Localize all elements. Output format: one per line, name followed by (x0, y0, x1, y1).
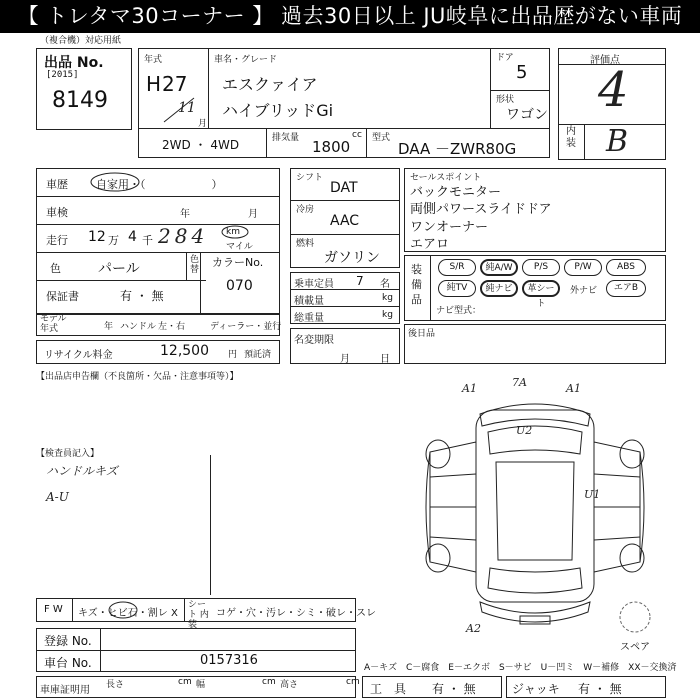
chassis-value: 0157316 (200, 653, 258, 668)
declaration-title: 【出品店申告欄（不良箇所・欠品・注意事項等）】 (36, 372, 239, 382)
body-type-value: ワゴン (506, 107, 548, 123)
deadline-day-unit: 日 (380, 354, 390, 365)
interior-label: 内装 (566, 126, 576, 149)
body-type-label: 形状 (496, 95, 515, 105)
aircon-label: 冷房 (296, 205, 315, 215)
fw-circle (108, 601, 138, 619)
displacement-value: 1800 (312, 138, 351, 156)
sales-point-item: 両側パワースライドドア (410, 202, 552, 217)
sales-points-label: セールスポイント (410, 173, 482, 183)
fw-seat-items: コゲ・穴・汚レ・シミ・破レ・スレ (216, 608, 376, 619)
year-era: H (146, 72, 162, 96)
damage-legend: A－キズ C－腐食 E－エクボ S－サビ U－凹ミ W－補修 XX－交換済 (364, 663, 677, 673)
equipment-label: 装備品 (411, 263, 422, 306)
gross-unit: kg (382, 310, 393, 320)
equipment-item: 純A/W (480, 259, 518, 276)
mark-rear: A2 (466, 622, 481, 635)
equipment-item: エアB (606, 280, 646, 297)
displacement-label: 排気量 (272, 133, 300, 143)
certificate-label: 車庫証明用 (40, 685, 90, 696)
jack-label: ジャッキ (512, 682, 560, 696)
load-unit: kg (382, 293, 393, 303)
equipment-item: 純TV (438, 280, 476, 297)
history-circle (91, 172, 141, 192)
color-value: パール (98, 261, 140, 277)
header-note: （複合機）対応用紙 (40, 36, 122, 46)
history-label: 車歴 (46, 178, 68, 191)
fw-items: キズ・ヒビ石・割レ X (78, 608, 178, 619)
color-change-label: 色替 (190, 255, 200, 275)
interior-value: B (606, 124, 629, 159)
certificate-cm: cm (178, 677, 192, 687)
capacity-value: 7 (356, 274, 364, 288)
recycle-note: 預託済 (244, 350, 272, 360)
inspection-month-unit: 月 (248, 209, 258, 220)
chassis-label: 車台 No. (44, 656, 92, 670)
year-month: 11 (178, 100, 196, 116)
fw-label: F W (44, 604, 63, 615)
tools-label: 工 具 (370, 682, 407, 696)
model-row-label1: モデル (40, 314, 67, 324)
registration-label: 登録 No. (44, 634, 92, 648)
model-row-label2: 年式 (40, 324, 59, 334)
car-grade: ハイブリッドGi (222, 101, 334, 120)
color-code-value: 070 (226, 278, 253, 294)
spare-label: スペア (620, 642, 650, 653)
deadline-label: 名変期限 (294, 335, 334, 346)
recycle-value: 12,500 (160, 343, 209, 359)
mark-front-center: 7A (512, 376, 527, 389)
model-row-handle-value: 左・右 (158, 322, 186, 332)
inspector-line1: ハンドルキズ (46, 464, 118, 478)
mileage-sen: 4 (128, 229, 137, 245)
lot-number: 8149 (52, 88, 108, 113)
recycle-unit: 円 (228, 350, 238, 360)
mark-right-side: U1 (584, 488, 601, 501)
post-note-label: 後日品 (408, 329, 436, 339)
post-note-block (404, 324, 666, 364)
month-slash (160, 96, 200, 126)
doors-value: 5 (516, 62, 528, 83)
equipment-item: 革シート (522, 280, 560, 297)
color-label: 色 (50, 262, 61, 275)
mileage-sen-unit: 千 (142, 234, 153, 247)
certificate-height: 高さ (280, 680, 299, 690)
fuel-value: ガソリン (324, 250, 380, 266)
doors-label: ドア (496, 53, 514, 63)
equipment-item: P/W (564, 259, 602, 276)
model-row-year-unit: 年 (104, 322, 114, 332)
capacity-label: 乗車定員 (294, 279, 334, 290)
lot-year-tag: [2015] (46, 70, 79, 80)
load-label: 積載量 (294, 296, 324, 307)
mark-front-right: A1 (566, 382, 581, 395)
drive-value: 2WD ・ 4WD (162, 138, 240, 152)
navi-label: ナビ型式： (436, 306, 482, 316)
inspection-year-unit: 年 (180, 209, 190, 220)
year-month-unit: 月 (198, 119, 208, 129)
score-label: 評価点 (590, 55, 620, 66)
model-row-dealer: ディーラー・並行 (210, 322, 282, 332)
mileage-hand: 284 (158, 224, 209, 248)
recycle-label: リサイクル料金 (44, 350, 113, 361)
tools-value: 有 ・ 無 (432, 682, 476, 696)
warranty-value: 有 ・ 無 (120, 289, 164, 303)
car-name-label: 車名・グレード (214, 55, 278, 65)
certificate-length: 長さ (106, 680, 125, 690)
sales-point-item: ワンオーナー (410, 220, 489, 235)
jack-value: 有 ・ 無 (578, 682, 622, 696)
mileage-man: 12 (88, 229, 106, 245)
mark-front-left: A1 (462, 382, 477, 395)
certificate-width: 幅 (196, 680, 206, 690)
model-row-handle: ハンドル (120, 322, 157, 332)
mileage-km: km (226, 227, 240, 237)
lot-label: 出品 No. (44, 55, 104, 71)
model-code-label: 型式 (372, 133, 391, 143)
score-value: 4 (598, 62, 629, 118)
spare-tire-icon (618, 600, 652, 634)
color-code-label: カラーNo. (212, 256, 264, 269)
year-value: 27 (162, 72, 188, 96)
banner-title: 【 トレタマ30コーナー 】 過去30日以上 JU岐阜に出品歴がない車両 (0, 0, 700, 33)
deadline-month-unit: 月 (340, 354, 350, 365)
mileage-label: 走行 (46, 234, 68, 247)
sales-point-item: バックモニター (410, 185, 502, 200)
history-value: 自家用・（ ） (96, 178, 223, 191)
fuel-label: 燃料 (296, 239, 315, 249)
mileage-mile: マイル (226, 242, 253, 252)
model-code-value: DAA －ZWR80G (398, 140, 517, 158)
km-circle (221, 225, 251, 239)
car-name: エスクァイア (222, 75, 318, 94)
year-label: 年式 (144, 55, 163, 65)
inspector-label: 【検査員記入】 (36, 449, 100, 459)
aircon-value: AAC (330, 213, 360, 229)
equipment-item: ABS (606, 259, 646, 276)
equipment-item: 純ナビ (480, 280, 518, 297)
equipment-item: S/R (438, 259, 476, 276)
displacement-unit: cc (352, 130, 362, 140)
certificate-cm: cm (346, 677, 360, 687)
equipment-item: P/S (522, 259, 560, 276)
inspection-label: 車検 (46, 206, 68, 219)
car-diagram (410, 392, 660, 632)
inspector-line2: A-U (46, 490, 69, 504)
mark-roof: U2 (516, 424, 533, 437)
mileage-man-unit: 万 (108, 234, 119, 247)
equipment-item: 外ナビ (570, 286, 598, 296)
capacity-unit: 名 (380, 279, 390, 290)
shift-value: DAT (330, 180, 358, 196)
fw-seat-label: シート 内装 (188, 600, 209, 630)
warranty-label: 保証書 (46, 290, 79, 303)
shift-label: シフト (296, 173, 324, 183)
certificate-cm: cm (262, 677, 276, 687)
gross-label: 総重量 (294, 313, 324, 324)
sales-point-item: エアロ (410, 237, 450, 252)
